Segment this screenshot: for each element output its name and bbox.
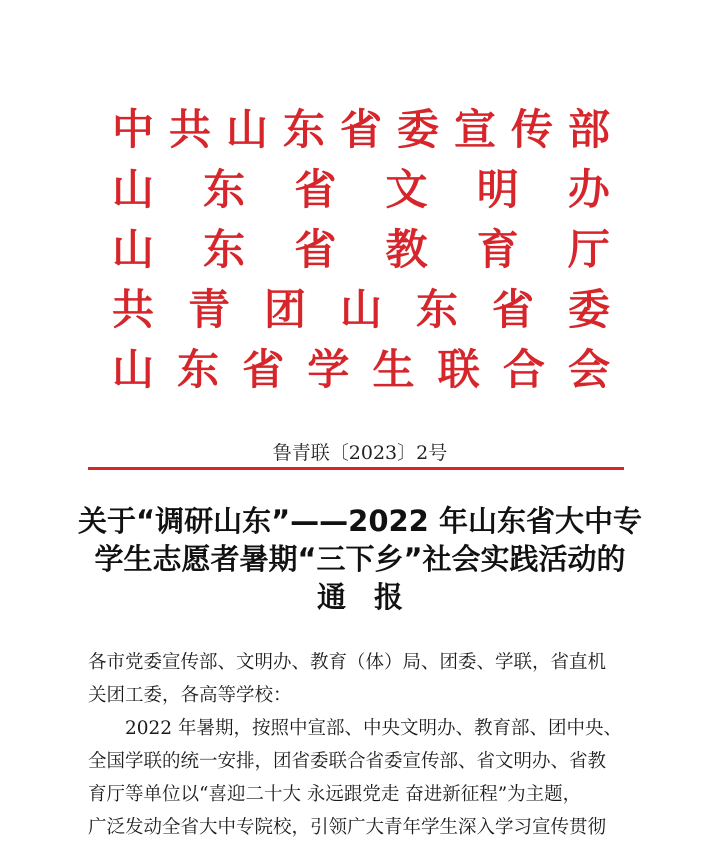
issuer-char: 委: [396, 105, 439, 154]
issuer-char: 教: [385, 225, 428, 274]
issuer-char: 山: [225, 105, 268, 154]
issuer-line: [110, 160, 612, 220]
issuer-char: 委: [567, 285, 610, 334]
issuer-char: 会: [567, 345, 610, 394]
issuer-char: 合: [502, 345, 545, 394]
issuer-char: 省: [294, 165, 337, 214]
issuer-char: 山: [111, 165, 154, 214]
paragraph-line-2: 全国学联的统一安排，团省委联合省委宣传部、省文明办、省教: [88, 751, 607, 772]
issuer-line: [110, 100, 612, 160]
issuer-char: 团: [263, 285, 306, 334]
issuing-authorities: [110, 100, 612, 400]
issuer-char: 厅: [567, 225, 610, 274]
issuer-char: 育: [476, 225, 519, 274]
issuer-char: 中: [111, 105, 154, 154]
issuer-line: [110, 220, 612, 280]
issuer-char: 东: [415, 285, 458, 334]
issuer-char: 传: [510, 105, 553, 154]
addressee-line-1: 各市党委宣传部、文明办、教育（体）局、团委、学联，省直机: [88, 652, 607, 673]
issuer-line: [110, 340, 612, 400]
issuer-char: 青: [187, 285, 230, 334]
issuer-char: 山: [339, 285, 382, 334]
issuer-char: 山: [111, 345, 154, 394]
red-divider-line: [88, 467, 624, 470]
issuer-char: 省: [491, 285, 534, 334]
issuer-char: 东: [177, 345, 220, 394]
issuer-char: 联: [437, 345, 480, 394]
issuer-char: 学: [307, 345, 350, 394]
issuer-char: 东: [282, 105, 325, 154]
document-number: 鲁青联〔2023〕2号: [272, 442, 448, 464]
issuer-char: 省: [339, 105, 382, 154]
issuer-char: 办: [567, 165, 610, 214]
title-line-3: 通报: [316, 580, 431, 614]
issuer-char: 生: [372, 345, 415, 394]
document-title: [60, 502, 660, 616]
title-line-2: 学生志愿者暑期“三下乡”社会实践活动的: [94, 542, 626, 576]
issuer-char: 共: [111, 285, 154, 334]
issuer-char: 共: [168, 105, 211, 154]
issuer-char: 省: [242, 345, 285, 394]
issuer-char: 宣: [453, 105, 496, 154]
issuer-char: 东: [203, 225, 246, 274]
document-body: [88, 646, 633, 844]
paragraph-line-4: 广泛发动全省大中专院校，引领广大青年学生深入学习宣传贯彻: [88, 817, 607, 838]
issuer-char: 东: [203, 165, 246, 214]
addressee-line-2: 关团工委，各高等学校：: [88, 685, 292, 706]
issuer-char: 文: [385, 165, 428, 214]
paragraph-line-1: 2022 年暑期，按照中宣部、中央文明办、教育部、团中央、: [125, 718, 622, 739]
issuer-char: 山: [111, 225, 154, 274]
issuer-line: [110, 280, 612, 340]
issuer-char: 明: [476, 165, 519, 214]
title-line-1: 关于“调研山东”——2022 年山东省大中专: [78, 504, 642, 538]
issuer-char: 部: [567, 105, 610, 154]
issuer-char: 省: [294, 225, 337, 274]
paragraph-line-3: 育厅等单位以“喜迎二十大 永远跟党走 奋进新征程”为主题，: [88, 784, 582, 805]
